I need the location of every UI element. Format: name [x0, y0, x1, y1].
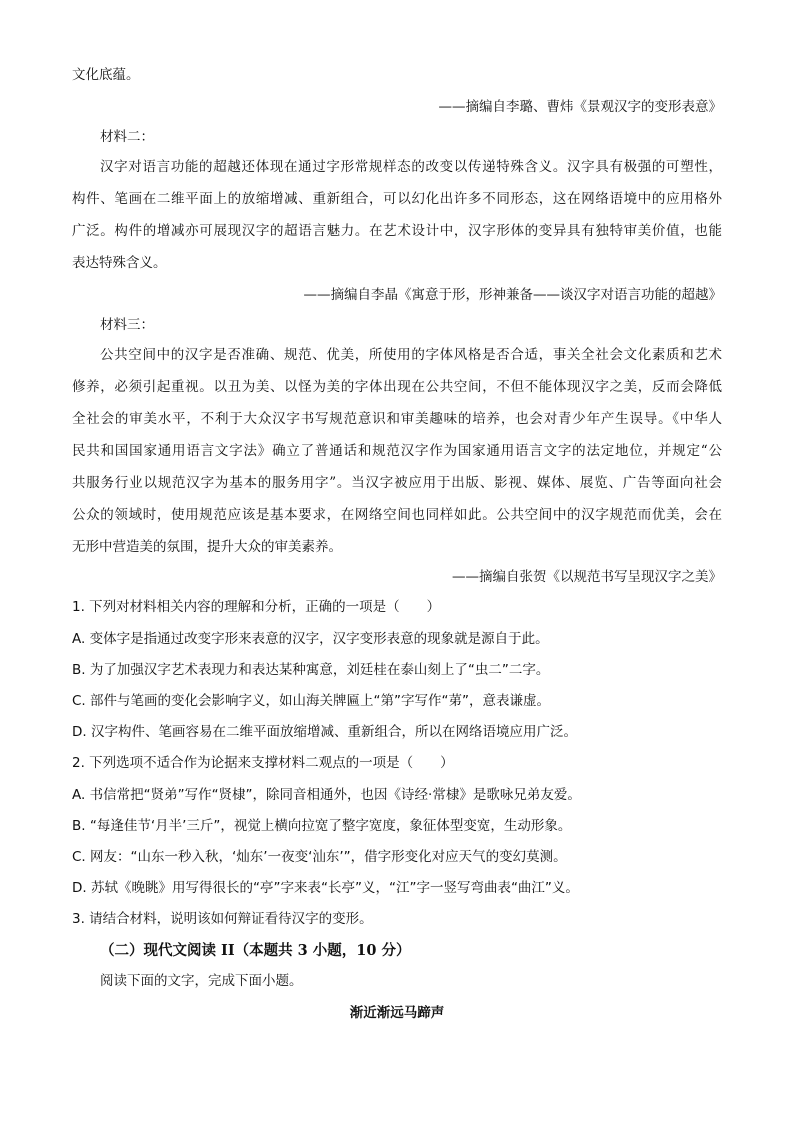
material-three-line: 共服务行业以规范汉字为基本的服务用字”。当汉字被应用于出版、影视、媒体、展览、广告等面向社会	[72, 475, 722, 491]
question-three-stem: 3. 请结合材料，说明该如何辩证看待汉字的变形。	[72, 911, 373, 927]
question-one-option-a: A. 变体字是指通过改变字形来表意的汉字，汉字变形表意的现象就是源自于此。	[72, 631, 549, 647]
material-two-line: 构件、笔画在二维平面上的放缩增减、重新组合，可以幻化出许多不同形态，这在网络语境中的应用格外	[72, 191, 722, 207]
material-two-line: 广泛。构件的增减亦可展现汉字的超语言魅力。在艺术设计中，汉字形体的变异具有独特审美价值，也能	[72, 223, 722, 239]
material-three-line: 全社会的审美水平，不利于大众汉字书写规范意识和审美趣味的培养，也会对青少年产生误导。《中华人	[72, 411, 722, 427]
question-one-option-d: D. 汉字构件、笔画容易在二维平面放缩增减、重新组合，所以在网络语境应用广泛。	[72, 724, 577, 740]
material-one-source: ——摘编自李璐、曹炜《景观汉字的变形表意》	[438, 99, 722, 115]
question-two-option-d: D. 苏轼《晚眺》用写得很长的“亭”字来表“长亭”义，“江”字一竖写弯曲表“曲江”义。	[72, 880, 579, 896]
material-three-source: ——摘编自张贺《以规范书写呈现汉字之美》	[452, 569, 722, 585]
material-two-label: 材料二：	[100, 129, 154, 145]
material-two-source: ——摘编自李晶《寓意于形，形神兼备——谈汉字对语言功能的超越》	[303, 287, 722, 303]
story-title: 渐近渐远马蹄声	[349, 1005, 445, 1021]
section-heading: （二）现代文阅读 II（本题共 3 小题，10 分）	[100, 942, 411, 959]
material-one-tail: 文化底蕴。	[72, 67, 140, 83]
question-one-option-c: C. 部件与笔画的变化会影响字义，如山海关牌匾上“第”字写作“苐”，意表谦虚。	[72, 693, 550, 709]
material-three-line: 民共和国国家通用语言文字法》确立了普通话和规范汉字作为国家通用语言文字的法定地位，并规定“公	[72, 443, 722, 459]
question-two-option-c: C. 网友：“山东一秒入秋，‘灿东’一夜变‘汕东’”，借字形变化对应天气的变幻莫测。	[72, 849, 567, 865]
material-three-label: 材料三：	[100, 317, 154, 333]
question-two-option-b: B. “每逢佳节‘月半’三斤”，视觉上横向拉宽了整字宽度，象征体型变宽，生动形象。	[72, 818, 572, 834]
material-three-line: 无形中营造美的氛围，提升大众的审美素养。	[72, 539, 342, 555]
question-two-option-a: A. 书信常把“贤弟”写作“贤棣”，除同音相通外，也因《诗经·常棣》是歌咏兄弟友爱。	[72, 787, 581, 803]
question-one-stem: 1. 下列对材料相关内容的理解和分析，正确的一项是（ ）	[72, 599, 441, 615]
material-three-line: 公众的领域时，使用规范应该是基本要求，在网络空间也同样如此。公共空间中的汉字规范而优美，会在	[72, 507, 722, 523]
question-one-option-b: B. 为了加强汉字艺术表现力和表达某种寓意，刘廷桂在泰山刻上了“虫二”二字。	[72, 662, 550, 678]
material-two-line: 汉字对语言功能的超越还体现在通过字形常规样态的改变以传递特殊含义。汉字具有极强的可塑性，	[100, 159, 722, 175]
question-two-stem: 2. 下列选项不适合作为论据来支撑材料二观点的一项是（ ）	[72, 755, 454, 771]
material-three-line: 修养，必须引起重视。以丑为美、以怪为美的字体出现在公共空间，不但不能体现汉字之美，反而会降低	[72, 379, 722, 395]
material-two-line: 表达特殊含义。	[72, 255, 167, 271]
section-instruction: 阅读下面的文字，完成下面小题。	[100, 973, 303, 989]
material-three-line: 公共空间中的汉字是否准确、规范、优美，所使用的字体风格是否合适，事关全社会文化素质和艺术	[100, 347, 722, 363]
